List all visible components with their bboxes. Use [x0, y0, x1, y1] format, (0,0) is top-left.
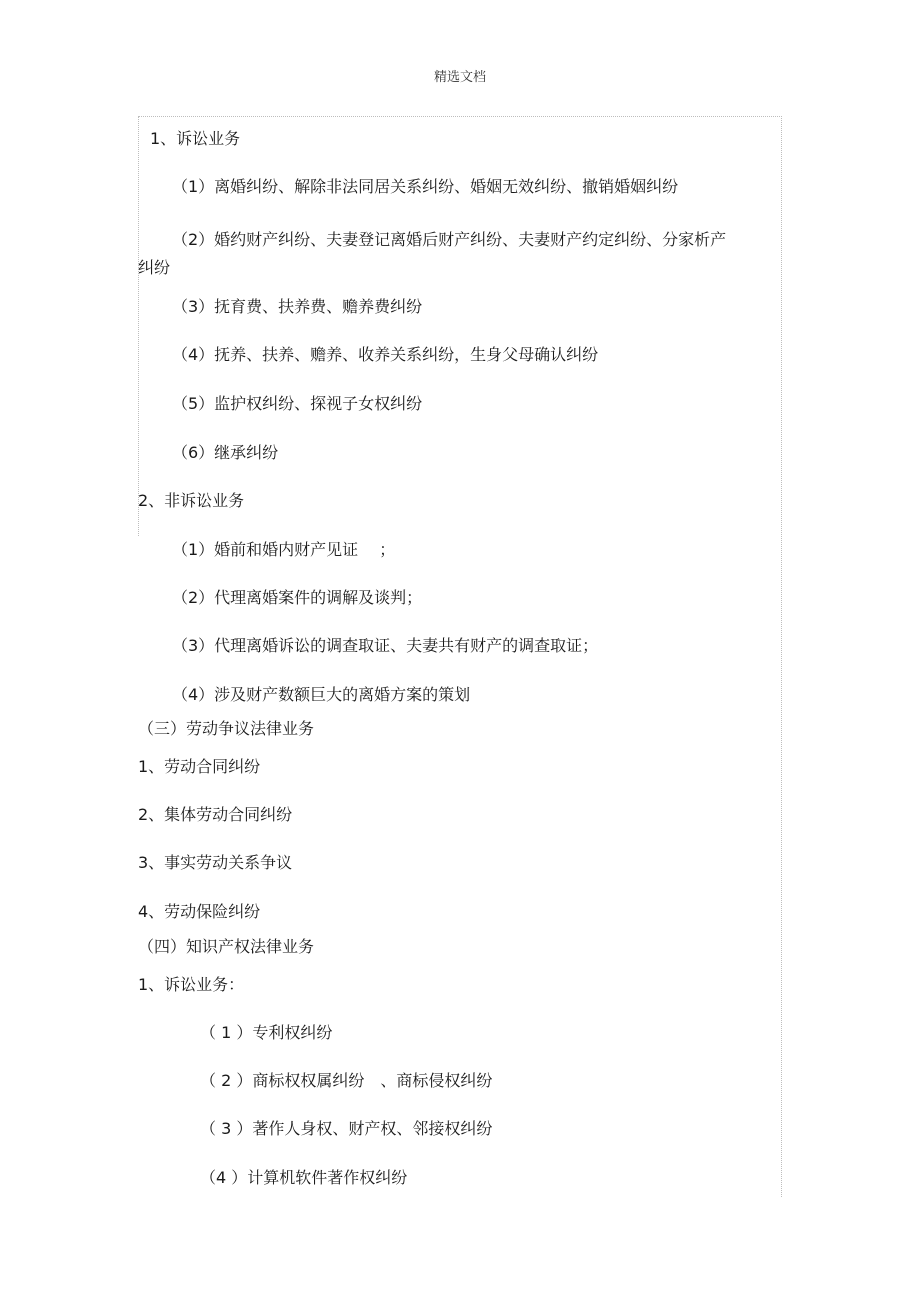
list-item: （4）抚养、扶养、赡养、收养关系纠纷，生身父母确认纠纷 [172, 345, 599, 364]
list-item: 1、劳动合同纠纷 [138, 757, 261, 776]
list-item: （5）监护权纠纷、探视子女权纠纷 [172, 394, 423, 413]
list-item: （6）继承纠纷 [172, 443, 279, 462]
list-item: （ 3 ）著作人身权、财产权、邻接权纠纷 [200, 1119, 493, 1138]
page-header: 精选文档 [433, 70, 486, 85]
list-item: （3）代理离婚诉讼的调查取证、夫妻共有财产的调查取证； [172, 636, 599, 655]
list-item: （ 1 ）专利权纠纷 [200, 1023, 333, 1042]
list-item: 4、劳动保险纠纷 [138, 902, 261, 921]
list-item: （ 2 ）商标权权属纠纷 、商标侵权纠纷 [200, 1071, 493, 1090]
list-item: （4）涉及财产数额巨大的离婚方案的策划 [172, 685, 471, 704]
list-item: （1）离婚纠纷、解除非法同居关系纠纷、婚姻无效纠纷、撤销婚姻纠纷 [172, 177, 679, 196]
list-item: 2、集体劳动合同纠纷 [138, 805, 293, 824]
list-item: 3、事实劳动关系争议 [138, 853, 293, 872]
section-heading-labor: （三）劳动争议法律业务 [138, 719, 315, 738]
list-item: （2）代理离婚案件的调解及谈判； [172, 588, 423, 607]
list-item: （2）婚约财产纠纷、夫妻登记离婚后财产纠纷、夫妻财产约定纠纷、分家析产纠纷 [138, 230, 727, 277]
section-heading-ip: （四）知识产权法律业务 [138, 937, 315, 956]
heading-non-litigation: 2、非诉讼业务 [138, 491, 245, 510]
heading-ip-litigation: 1、诉讼业务： [138, 975, 245, 994]
table-frame-left-border [138, 116, 139, 536]
list-item: （1）婚前和婚内财产见证 ； [172, 540, 396, 559]
list-item: （4 ）计算机软件著作权纠纷 [200, 1168, 408, 1187]
heading-litigation: 1、诉讼业务 [150, 129, 241, 148]
list-item: （3）抚育费、扶养费、赡养费纠纷 [172, 297, 423, 316]
